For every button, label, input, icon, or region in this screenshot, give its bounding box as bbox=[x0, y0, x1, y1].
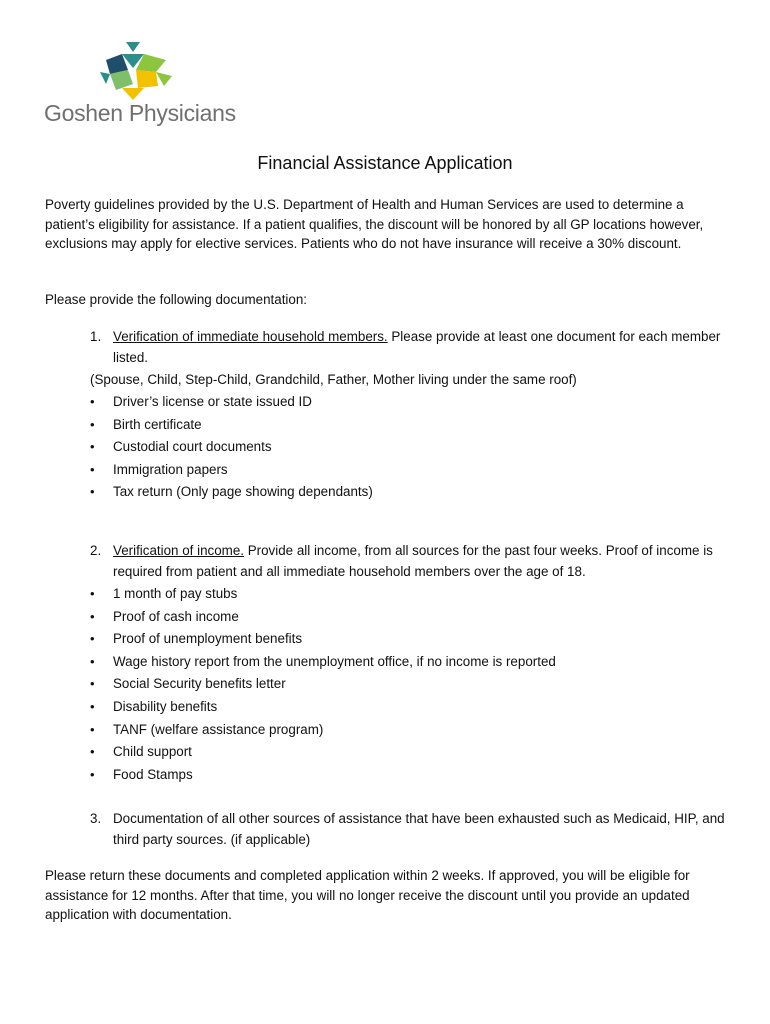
list-item: • Proof of cash income bbox=[90, 606, 556, 629]
list-item: • 1 month of pay stubs bbox=[90, 583, 556, 606]
request-paragraph: Please provide the following documentation: bbox=[45, 292, 308, 307]
section-2-text: Provide all income, from all sources for the past four weeks. Proof of income is required from patient and all immediate household members over the age of 18. bbox=[113, 543, 713, 579]
list-item: • Wage history report from the unemployment office, if no income is reported bbox=[90, 651, 556, 674]
section-1-note: (Spouse, Child, Step-Child, Grandchild, Father, Mother living under the same roof) bbox=[90, 372, 577, 387]
goshen-cross-icon bbox=[100, 42, 172, 100]
section-1-text: Please provide at least one document for each member listed. bbox=[113, 329, 721, 365]
list-item: • Custodial court documents bbox=[90, 436, 373, 459]
section-3 bbox=[90, 808, 730, 850]
list-item: • Immigration papers bbox=[90, 459, 373, 482]
closing-paragraph: Please return these documents and completed application within 2 weeks. If approved, you will be eligible for assistance for 12 months. After that time, you will no longer receive the discount until you provide an updated application with documentation. bbox=[45, 868, 690, 923]
logo-wordmark: Goshen Physicians bbox=[44, 100, 236, 126]
list-item: • Disability benefits bbox=[90, 696, 556, 719]
section-1-heading: Verification of immediate household members. bbox=[113, 329, 388, 344]
list-item: • Proof of unemployment benefits bbox=[90, 628, 556, 651]
section-1-number: 1. bbox=[90, 329, 102, 344]
section-1-list bbox=[90, 391, 373, 504]
section-3-number: 3. bbox=[90, 811, 102, 826]
section-1 bbox=[90, 326, 730, 368]
section-2-list bbox=[90, 583, 556, 786]
list-item: • Food Stamps bbox=[90, 764, 556, 787]
list-item: • Child support bbox=[90, 741, 556, 764]
section-2-number: 2. bbox=[90, 543, 102, 558]
list-item: • TANF (welfare assistance program) bbox=[90, 719, 556, 742]
list-item: • Social Security benefits letter bbox=[90, 673, 556, 696]
intro-paragraph: Poverty guidelines provided by the U.S. Department of Health and Human Services are used to determine a patient’s eligibility for assistance. If a patient qualifies, the discount will be honored by all GP locations however, exclusions may apply for elective services. Patients who do not have insurance will receive a 30% discount. bbox=[45, 197, 704, 252]
list-item: • Tax return (Only page showing dependants) bbox=[90, 481, 373, 504]
section-3-text: Documentation of all other sources of assistance that have been exhausted such as Medicaid, HIP, and third party sources. (if applicable) bbox=[113, 811, 725, 847]
goshen-logo bbox=[44, 42, 234, 128]
list-item: • Driver’s license or state issued ID bbox=[90, 391, 373, 414]
list-item: • Birth certificate bbox=[90, 414, 373, 437]
section-2-heading: Verification of income. bbox=[113, 543, 244, 558]
section-2 bbox=[90, 540, 730, 582]
document-title: Financial Assistance Application bbox=[257, 153, 513, 173]
